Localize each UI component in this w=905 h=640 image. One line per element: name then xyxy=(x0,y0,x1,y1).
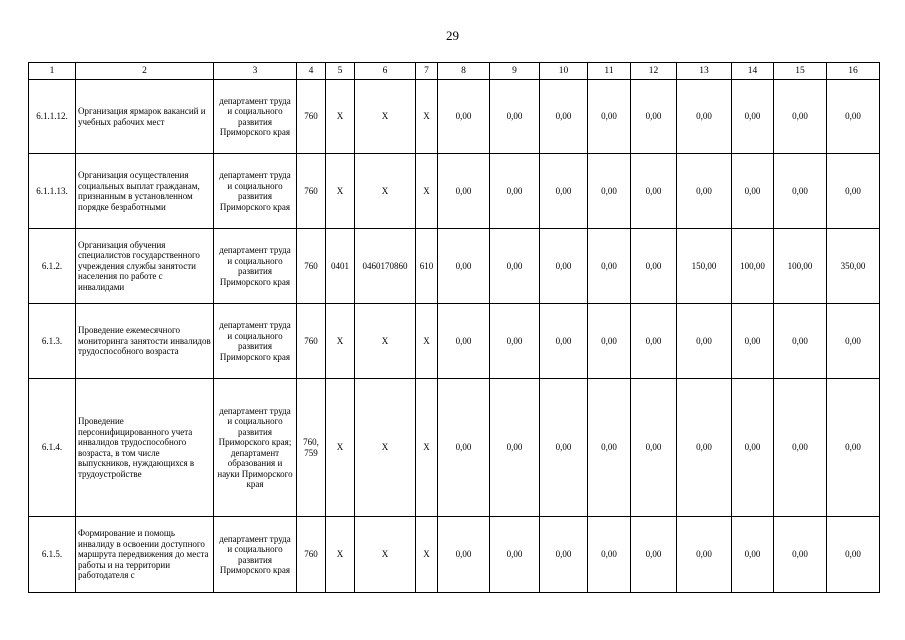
executor: департамент труда и социального развития Приморского края xyxy=(214,80,297,154)
cell-grbs: 760 xyxy=(297,80,326,154)
col-header: 5 xyxy=(326,63,355,80)
measure-name: Формирование и помощь инвалиду в освоении доступного маршрута передвижения до места работы и на территории работодателя с xyxy=(76,517,214,593)
cell-value: 0,00 xyxy=(732,154,774,229)
cell-csr: X xyxy=(355,154,416,229)
col-header: 9 xyxy=(490,63,540,80)
col-header: 7 xyxy=(416,63,438,80)
cell-value: 0,00 xyxy=(540,154,588,229)
cell-value: 0,00 xyxy=(677,379,732,517)
cell-value: 0,00 xyxy=(490,517,540,593)
cell-value: 0,00 xyxy=(490,154,540,229)
cell-value: 0,00 xyxy=(540,80,588,154)
cell-rzpr: X xyxy=(326,517,355,593)
cell-value: 0,00 xyxy=(438,379,490,517)
measure-name: Проведение ежемесячного мониторинга занятости инвалидов трудоспособного возраста xyxy=(76,304,214,379)
col-header: 11 xyxy=(588,63,631,80)
col-header: 15 xyxy=(774,63,827,80)
cell-vr: 610 xyxy=(416,229,438,304)
cell-csr: X xyxy=(355,379,416,517)
row-number: 6.1.3. xyxy=(29,304,76,379)
col-header: 10 xyxy=(540,63,588,80)
measure-name: Организация осуществления социальных выплат гражданам, признанным в установленном порядке безработными xyxy=(76,154,214,229)
col-header: 1 xyxy=(29,63,76,80)
cell-value: 100,00 xyxy=(774,229,827,304)
cell-value: 0,00 xyxy=(774,379,827,517)
executor: департамент труда и социального развития Приморского края; департамент образования и науки Приморского края xyxy=(214,379,297,517)
cell-rzpr: X xyxy=(326,154,355,229)
cell-rzpr: X xyxy=(326,379,355,517)
cell-rzpr: 0401 xyxy=(326,229,355,304)
cell-value: 0,00 xyxy=(827,517,880,593)
cell-value: 0,00 xyxy=(827,304,880,379)
executor: департамент труда и социального развития Приморского края xyxy=(214,229,297,304)
cell-csr: 0460170860 xyxy=(355,229,416,304)
table-row xyxy=(29,517,880,593)
cell-value: 0,00 xyxy=(438,517,490,593)
cell-value: 0,00 xyxy=(774,517,827,593)
col-header: 2 xyxy=(76,63,214,80)
cell-value: 0,00 xyxy=(732,517,774,593)
cell-value: 0,00 xyxy=(438,229,490,304)
cell-value: 350,00 xyxy=(827,229,880,304)
cell-value: 0,00 xyxy=(490,80,540,154)
col-header: 13 xyxy=(677,63,732,80)
col-header: 14 xyxy=(732,63,774,80)
header-row xyxy=(29,63,880,80)
budget-table xyxy=(28,62,880,593)
cell-grbs: 760 xyxy=(297,229,326,304)
cell-value: 0,00 xyxy=(677,80,732,154)
page-number: 29 xyxy=(446,28,459,43)
cell-value: 0,00 xyxy=(774,304,827,379)
cell-vr: X xyxy=(416,304,438,379)
row-number: 6.1.4. xyxy=(29,379,76,517)
cell-value: 0,00 xyxy=(540,517,588,593)
table-row xyxy=(29,304,880,379)
executor: департамент труда и социального развития Приморского края xyxy=(214,304,297,379)
cell-value: 0,00 xyxy=(588,304,631,379)
cell-csr: X xyxy=(355,80,416,154)
table-row xyxy=(29,379,880,517)
cell-value: 0,00 xyxy=(588,80,631,154)
cell-grbs: 760, 759 xyxy=(297,379,326,517)
executor: департамент труда и социального развития Приморского края xyxy=(214,154,297,229)
cell-value: 0,00 xyxy=(540,229,588,304)
row-number: 6.1.5. xyxy=(29,517,76,593)
col-header: 12 xyxy=(631,63,677,80)
cell-value: 0,00 xyxy=(588,379,631,517)
cell-value: 0,00 xyxy=(631,154,677,229)
cell-value: 0,00 xyxy=(677,517,732,593)
executor: департамент труда и социального развития Приморского края xyxy=(214,517,297,593)
table-row xyxy=(29,154,880,229)
col-header: 8 xyxy=(438,63,490,80)
row-number: 6.1.2. xyxy=(29,229,76,304)
cell-vr: X xyxy=(416,80,438,154)
cell-value: 0,00 xyxy=(774,80,827,154)
col-header: 6 xyxy=(355,63,416,80)
cell-rzpr: X xyxy=(326,304,355,379)
cell-value: 0,00 xyxy=(438,304,490,379)
cell-value: 0,00 xyxy=(631,229,677,304)
cell-grbs: 760 xyxy=(297,304,326,379)
cell-value: 0,00 xyxy=(732,80,774,154)
cell-value: 0,00 xyxy=(732,379,774,517)
cell-value: 0,00 xyxy=(732,304,774,379)
measure-name: Организация обучения специалистов государственного учреждения службы занятости населения по работе с инвалидами xyxy=(76,229,214,304)
cell-csr: X xyxy=(355,304,416,379)
cell-value: 0,00 xyxy=(490,304,540,379)
cell-value: 0,00 xyxy=(490,379,540,517)
measure-name: Организация ярмарок вакансий и учебных рабочих мест xyxy=(76,80,214,154)
measure-name: Проведение персонифицированного учета инвалидов трудоспособного возраста, в том числе выпускников, нуждающихся в трудоустройстве xyxy=(76,379,214,517)
cell-value: 0,00 xyxy=(588,154,631,229)
cell-rzpr: X xyxy=(326,80,355,154)
cell-grbs: 760 xyxy=(297,154,326,229)
cell-value: 0,00 xyxy=(827,379,880,517)
cell-value: 0,00 xyxy=(631,304,677,379)
cell-value: 100,00 xyxy=(732,229,774,304)
col-header: 16 xyxy=(827,63,880,80)
cell-value: 0,00 xyxy=(438,80,490,154)
cell-value: 0,00 xyxy=(631,80,677,154)
row-number: 6.1.1.12. xyxy=(29,80,76,154)
cell-value: 0,00 xyxy=(677,154,732,229)
cell-value: 0,00 xyxy=(588,229,631,304)
cell-value: 0,00 xyxy=(827,80,880,154)
cell-vr: X xyxy=(416,517,438,593)
table-row xyxy=(29,229,880,304)
cell-vr: X xyxy=(416,379,438,517)
col-header: 4 xyxy=(297,63,326,80)
cell-value: 0,00 xyxy=(631,379,677,517)
cell-value: 150,00 xyxy=(677,229,732,304)
cell-value: 0,00 xyxy=(631,517,677,593)
col-header: 3 xyxy=(214,63,297,80)
cell-value: 0,00 xyxy=(677,304,732,379)
cell-value: 0,00 xyxy=(588,517,631,593)
cell-grbs: 760 xyxy=(297,517,326,593)
cell-value: 0,00 xyxy=(540,379,588,517)
cell-value: 0,00 xyxy=(540,304,588,379)
cell-value: 0,00 xyxy=(438,154,490,229)
row-number: 6.1.1.13. xyxy=(29,154,76,229)
cell-value: 0,00 xyxy=(490,229,540,304)
cell-value: 0,00 xyxy=(827,154,880,229)
table-row xyxy=(29,80,880,154)
cell-value: 0,00 xyxy=(774,154,827,229)
cell-csr: X xyxy=(355,517,416,593)
cell-vr: X xyxy=(416,154,438,229)
